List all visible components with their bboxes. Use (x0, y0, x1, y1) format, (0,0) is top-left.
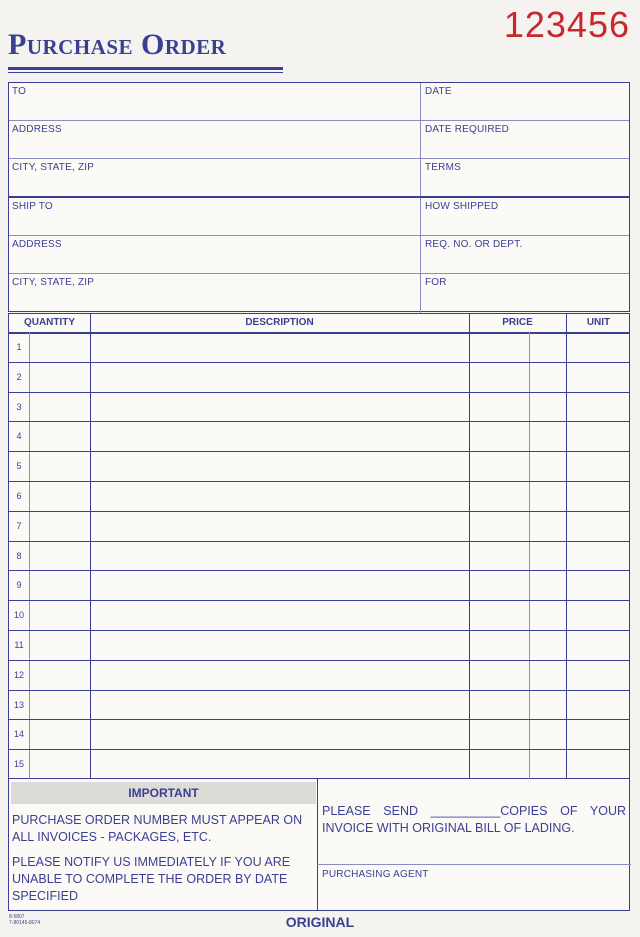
send-copies-text: PLEASE SEND __________COPIES OF YOUR INVOICE WITH ORIGINAL BILL OF LADING. (322, 804, 626, 835)
form-code-2: 7-80145-8074 (9, 920, 41, 926)
row-number: 1 (16, 342, 22, 352)
unit-header: UNIT (586, 317, 611, 328)
column-line (90, 314, 91, 780)
form-code-1: 8-5807 (9, 914, 25, 920)
for-field[interactable]: FOR (425, 277, 447, 288)
how-shipped-field[interactable]: HOW SHIPPED (425, 201, 499, 212)
row-number: 8 (16, 550, 22, 561)
bottom-block (8, 779, 630, 911)
ship-address-field[interactable]: ADDRESS (12, 239, 62, 250)
row-rule (9, 421, 629, 422)
row-number: 14 (13, 729, 24, 740)
req-no-field[interactable]: REQ. NO. OR DEPT. (425, 239, 523, 250)
bottom-divider (317, 779, 318, 911)
description-header: DESCRIPTION (245, 317, 314, 328)
header-rule (9, 158, 629, 159)
row-number: 12 (13, 669, 24, 680)
city-state-zip-field[interactable]: CITY, STATE, ZIP (12, 162, 95, 173)
po-number: 123456 (503, 4, 630, 45)
row-number: 9 (16, 580, 22, 591)
to-field[interactable]: TO (12, 86, 27, 97)
date-required-field[interactable]: DATE REQUIRED (425, 124, 510, 135)
row-rule (9, 481, 629, 482)
column-line (566, 314, 567, 780)
row-rule (9, 600, 629, 601)
row-number: 10 (13, 610, 24, 621)
notice-notify: PLEASE NOTIFY US IMMEDIATELY IF YOU ARE UNABLE TO COMPLETE THE ORDER BY DATE SPECIFIED (12, 855, 291, 903)
notice-invoice-number: PURCHASE ORDER NUMBER MUST APPEAR ON ALL INVOICES - PACKAGES, ETC. (12, 813, 303, 844)
date-field[interactable]: DATE (425, 86, 452, 97)
copy-label: ORIGINAL (285, 914, 355, 930)
title-underline-thin (8, 72, 283, 73)
row-number: 13 (13, 699, 24, 710)
page-title (8, 28, 226, 62)
table-header-rule (9, 332, 629, 334)
row-rule (9, 570, 629, 571)
row-rule (9, 660, 629, 661)
purchasing-agent-field[interactable]: PURCHASING AGENT (322, 869, 429, 880)
column-line (469, 314, 470, 780)
row-rule (9, 392, 629, 393)
ship-city-state-zip-field[interactable]: CITY, STATE, ZIP (12, 277, 95, 288)
agent-rule (317, 864, 631, 865)
header-divider (420, 83, 421, 313)
header-rule (9, 120, 629, 121)
row-rule (9, 690, 629, 691)
row-rule (9, 719, 629, 720)
ship-to-field[interactable]: SHIP TO (12, 201, 53, 212)
terms-field[interactable]: TERMS (425, 162, 461, 173)
quantity-header: QUANTITY (23, 317, 76, 328)
row-rule (9, 451, 629, 452)
important-heading: IMPORTANT (11, 782, 316, 804)
address-field[interactable]: ADDRESS (12, 124, 62, 135)
row-rule (9, 749, 629, 750)
row-number: 6 (16, 491, 22, 501)
header-rule (9, 235, 629, 236)
header-fields-block (8, 82, 630, 312)
title-underline (8, 67, 283, 70)
row-number: 2 (16, 371, 22, 382)
row-number: 4 (16, 431, 22, 442)
price-header: PRICE (502, 317, 533, 328)
page-title-text: Purchase Order (8, 28, 227, 61)
row-rule (9, 511, 629, 512)
row-rule (9, 362, 629, 363)
row-number: 11 (14, 640, 24, 650)
header-rule (9, 273, 629, 274)
row-number: 7 (16, 520, 22, 531)
column-line (29, 332, 30, 779)
items-table (8, 313, 630, 779)
row-number: 3 (16, 401, 22, 412)
header-rule-mid (9, 196, 629, 198)
column-line (529, 332, 530, 779)
row-number: 5 (16, 461, 22, 472)
row-number: 15 (13, 759, 24, 770)
row-rule (9, 630, 629, 631)
row-rule (9, 541, 629, 542)
